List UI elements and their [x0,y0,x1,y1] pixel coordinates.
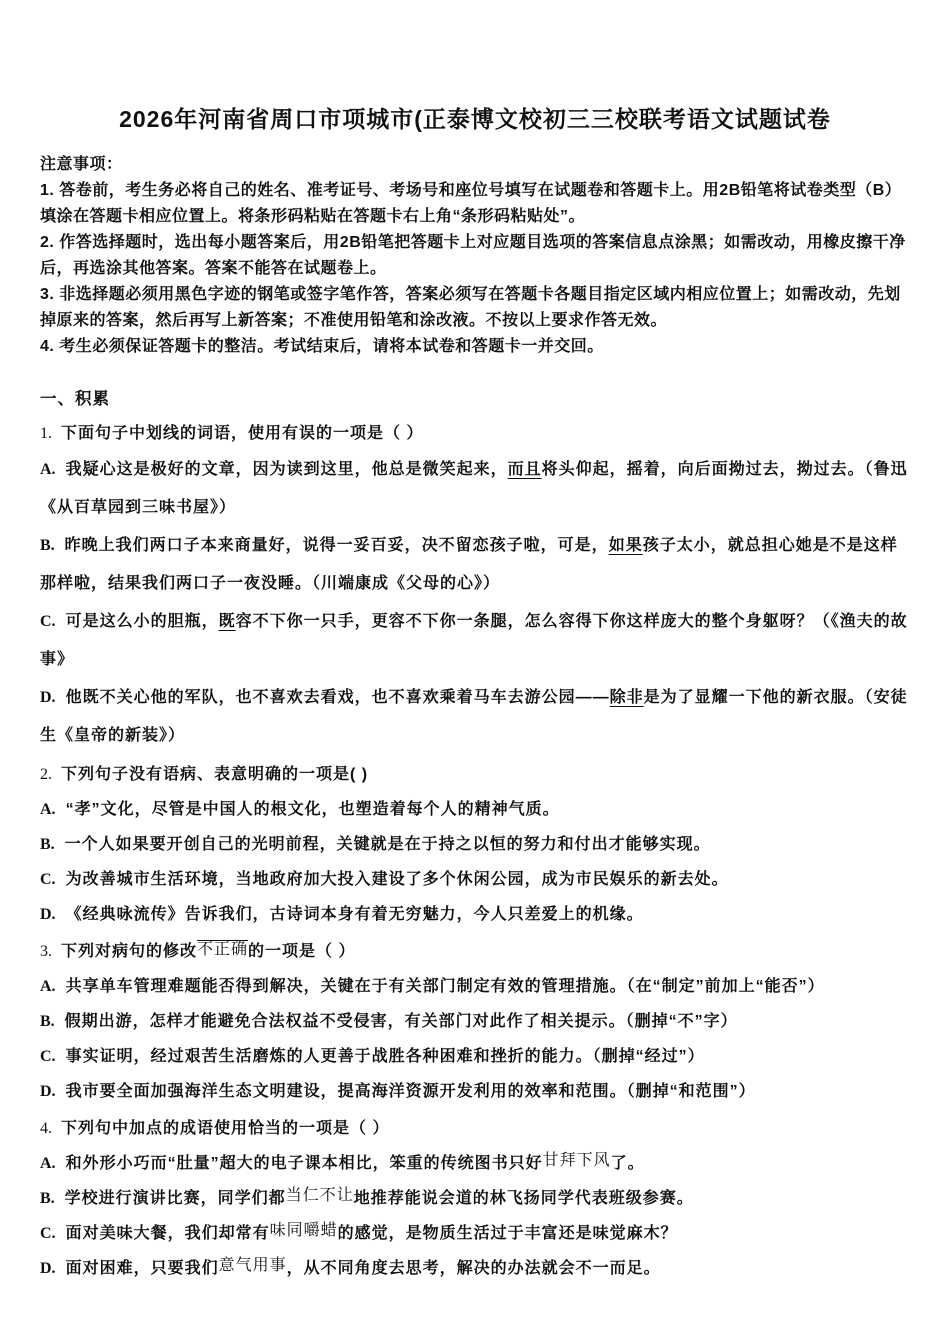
option-row [40,1004,910,1039]
option-label: C. [40,1048,56,1065]
option-label: C. [40,871,56,888]
emphasized-idiom: 甘拜下风 [542,1152,611,1169]
notice-item: 3. 非选择题必须用黑色字迹的钢笔或签字笔作答，答案必须写在答题卡各题目指定区域内相应位置上；如需改动，先划掉原来的答案，然后再写上新答案；不准使用铅笔和涂改液。不按以上要求作答无效。 [40,286,901,329]
option-label: B. [40,836,55,853]
underlined-word: 而且 [507,461,542,478]
option-label: A. [40,461,56,478]
section-heading: 一、积累 [40,390,110,408]
option-label: D. [40,689,56,706]
text-segment: 孩子太小，就总担心她是不是这样那样啦，结果我们两口子一夜没睡。（川端康成《父母的心》） [40,537,898,592]
text-segment: ，从不同角度去思考，解决的办法就会不一而足。 [286,1260,661,1277]
option-label: B. [40,537,55,554]
option-label: B. [40,1013,55,1030]
text-segment: 可是这么小的胆瓶， [65,613,219,630]
question [40,1112,910,1286]
text-segment: 下列句子没有语病、表意明确的一项是( ) [61,766,369,783]
notice-list [40,178,910,360]
option-row [40,1146,910,1181]
notice-item: 1. 答卷前，考生务必将自己的姓名、准考证号、考场号和座位号填写在试题卷和答题卡上。用2B铅笔将试卷类型（B）填涂在答题卡相应位置上。将条形码粘贴在答题卡右上角“条形码粘贴处”。 [40,182,902,225]
text-segment: 将头仰起，摇着，向后面拗过去，拗过去。（鲁迅《从百草园到三味书屋》） [40,461,908,516]
underlined-word: 如果 [608,537,643,554]
question [40,758,910,932]
option-row [40,827,910,862]
option-row [40,1039,910,1074]
text-segment: 假期出游，怎样才能避免合法权益不受侵害，有关部门对此作了相关提示。（删掉“不”字） [64,1013,738,1030]
text-segment: 地推荐能说会道的林飞扬同学代表班级参赛。 [353,1190,694,1207]
question-stem [40,758,910,792]
option-label: D. [40,1083,56,1100]
text-segment: 为改善城市生活环境，当地政府加大投入建设了多个休闲公园，成为市民娱乐的新去处。 [65,871,729,888]
text-segment: 学校进行演讲比赛，同学们都 [64,1190,286,1207]
text-segment: 下列句中加点的成语使用恰当的一项是（ ） [61,1120,390,1137]
question-stem [40,935,910,969]
text-segment: 的感觉，是物质生活过于丰富还是味觉麻木？ [337,1225,678,1242]
text-segment: 和外形小巧而“肚量”超大的电子课本相比，笨重的传统图书只好 [65,1155,543,1172]
text-segment: 我市要全面加强海洋生态文明建设，提高海洋资源开发利用的效率和范围。（删掉“和范围”） [65,1083,756,1100]
option-row [40,1074,910,1109]
text-segment: “孝”文化，尽管是中国人的根文化，也塑造着每个人的精神气质。 [65,801,560,818]
text-segment: 容不下你一只手，更容不下你一条腿，怎么容得下你这样庞大的整个身躯呀？（《渔夫的故事》 [40,613,908,668]
option-row [40,897,910,932]
text-segment: 的一项是（ ） [248,943,356,960]
notice-item: 2. 作答选择题时，选出每小题答案后，用2B铅笔把答题卡上对应题目选项的答案信息点涂黑；如需改动，用橡皮擦干净后，再选涂其他答案。答案不能答在试题卷上。 [40,234,906,277]
text-segment: 事实证明，经过艰苦生活磨炼的人更善于战胜各种困难和挫折的能力。（删掉“经过”） [65,1048,705,1065]
question-number: 2. [40,766,52,783]
option-row [40,969,910,1004]
text-segment: 一个人如果要开创自己的光明前程，关键就是在于持之以恒的努力和付出才能够实现。 [64,836,711,853]
option-row [40,1181,910,1216]
option-label: C. [40,613,56,630]
emphasized-idiom: 意气用事 [218,1257,287,1274]
option-row [40,1216,910,1251]
text-segment: 下列对病句的修改 [61,943,198,960]
text-segment: 《经典咏流传》告诉我们，古诗词本身有着无穷魅力，今人只差爱上的机缘。 [65,906,644,923]
emphasized-idiom: 当仁不让 [285,1187,354,1204]
notice-section [40,152,910,360]
text-segment: 他既不关心他的军队，也不喜欢去看戏，也不喜欢乘着马车去游公园—— [65,689,610,706]
emphasized-word: 不正确 [197,941,249,958]
underlined-word: 除非 [609,689,644,706]
text-segment: 下面句子中划线的词语，使用有误的一项是（ ） [61,425,424,442]
option-row [40,792,910,827]
option-label: D. [40,1260,56,1277]
notice-heading: 注意事项： [40,156,123,173]
question-stem [40,417,910,451]
question [40,417,910,755]
text-segment: 共享单车管理难题能否得到解决，关键在于有关部门制定有效的管理措施。（在“制定”前加上“能否”） [65,978,825,995]
option-row [40,527,910,603]
underlined-word: 既 [218,613,236,630]
question-number: 4. [40,1120,52,1137]
text-segment: 我疑心这是极好的文章，因为读到这里，他总是微笑起来， [65,461,508,478]
questions-container [40,417,910,1286]
text-segment: 面对困难，只要我们 [65,1260,219,1277]
option-label: C. [40,1225,56,1242]
question-number: 1. [40,425,52,442]
option-label: A. [40,978,56,995]
page-title: 2026年河南省周口市项城市(正泰博文校初三三校联考语文试题试卷 [119,106,831,132]
question-stem [40,1112,910,1146]
notice-item: 4. 考生必须保证答题卡的整洁。考试结束后，请将本试卷和答题卡一并交回。 [40,338,604,355]
text-segment: 昨晚上我们两口子本来商量好，说得一妥百妥，决不留恋孩子啦，可是， [64,537,609,554]
text-segment: 面对美味大餐，我们却常有 [65,1225,270,1242]
option-row [40,679,910,755]
option-label: A. [40,1155,56,1172]
text-segment: 了。 [610,1155,645,1172]
option-row [40,451,910,527]
option-label: B. [40,1190,55,1207]
option-label: A. [40,801,56,818]
emphasized-idiom: 味同嚼蜡 [269,1222,338,1239]
option-row [40,1251,910,1286]
question-number: 3. [40,943,52,960]
text-segment: 是为了显耀一下他的新衣服。（安徒生《皇帝的新装》） [40,689,908,744]
option-row [40,862,910,897]
question [40,935,910,1109]
option-label: D. [40,906,56,923]
option-row [40,603,910,679]
